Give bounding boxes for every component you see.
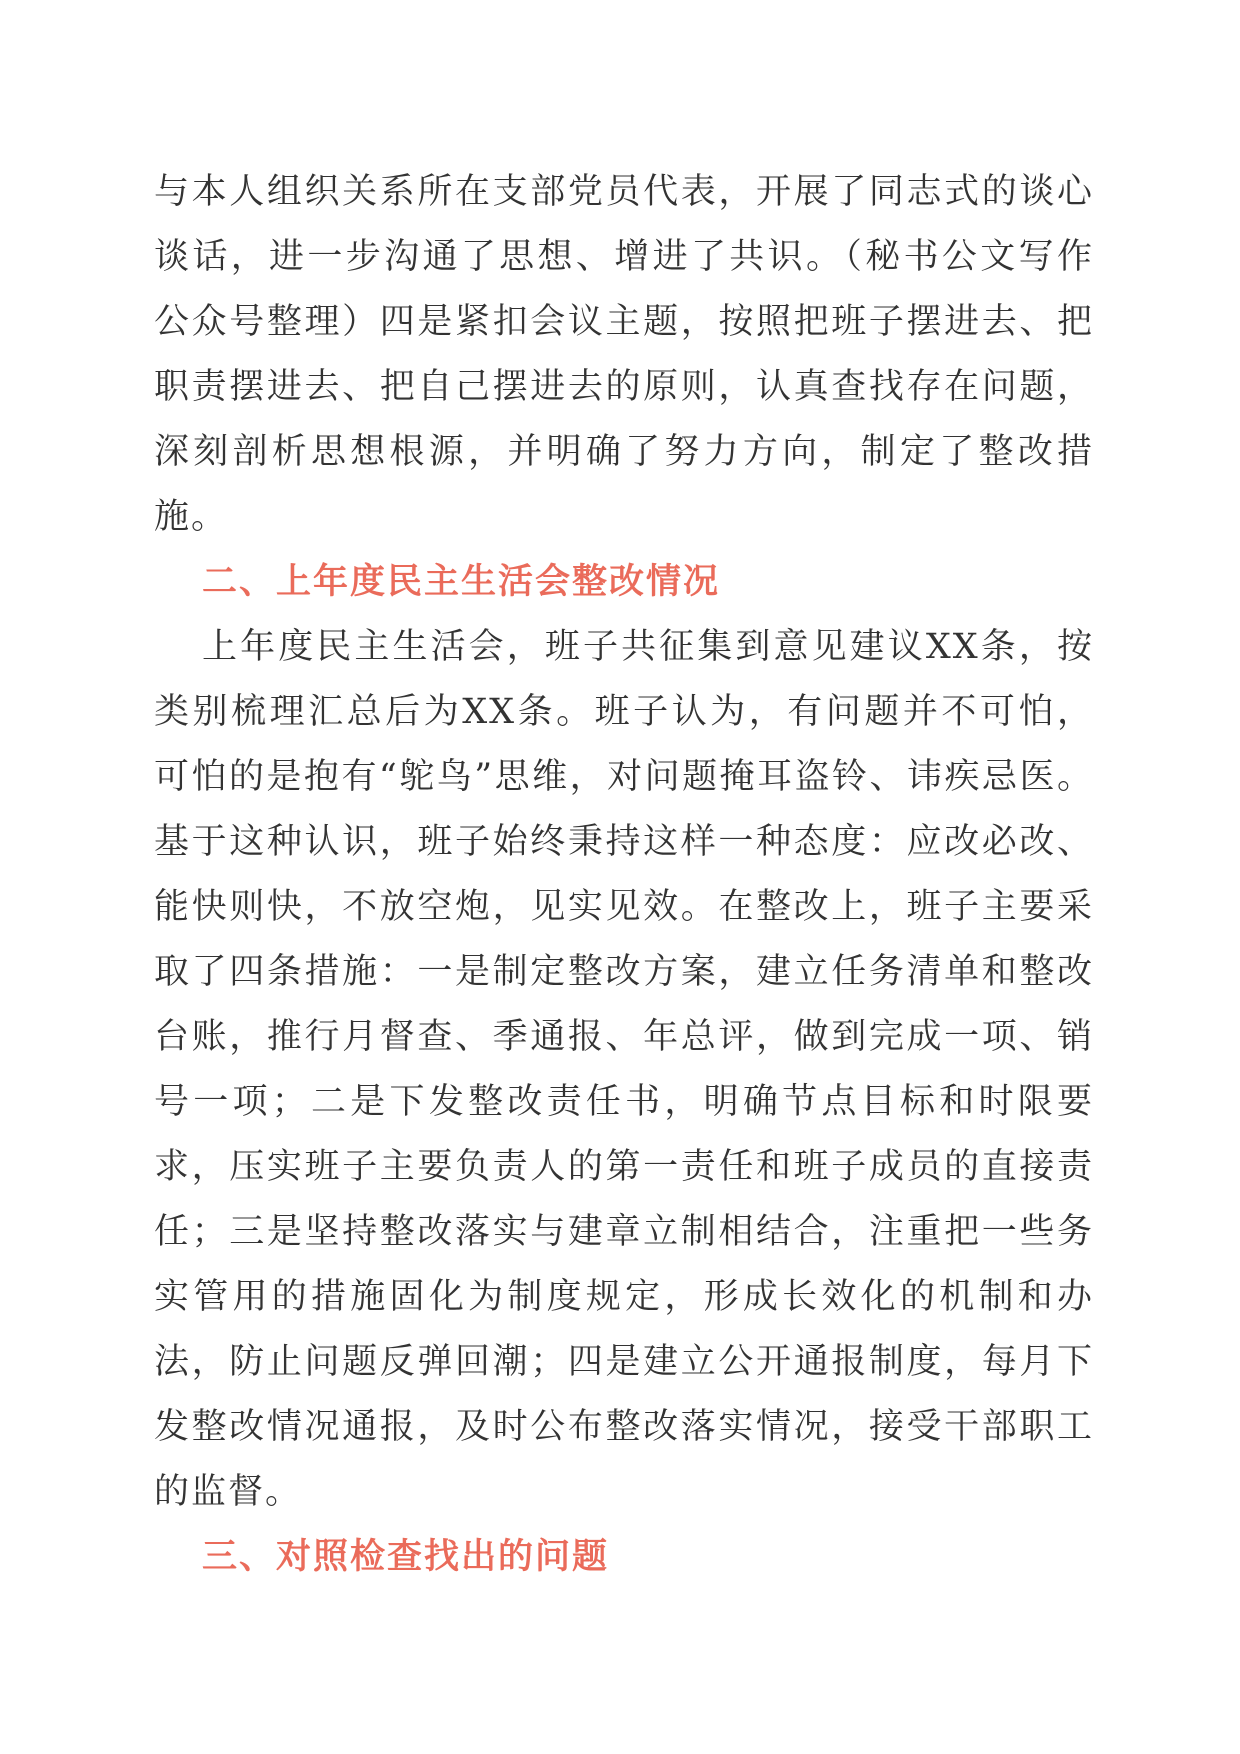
paragraph-section-2: 上年度民主生活会，班子共征集到意见建议XX条，按类别梳理汇总后为XX条。班子认为，有问题并不可怕，可怕的是抱有“鸵鸟”思维，对问题掩耳盗铃、讳疾忌医。基于这种认识，班子始终秉持这样一种态度：应改必改、能快则快，不放空炮，见实见效。在整改上，班子主要采取了四条措施：一是制定整改方案，建立任务清单和整改台账，推行月督查、季通报、年总评，做到完成一项、销号一项；二是下发整改责任书，明确节点目标和时限要求，压实班子主要负责人的第一责任和班子成员的直接责任；三是坚持整改落实与建章立制相结合，注重把一些务实管用的措施固化为制度规定，形成长效化的机制和办法，防止问题反弹回潮；四是建立公开通报制度，每月下发整改情况通报，及时公布整改落实情况，接受干部职工的监督。	[154, 627, 1094, 1512]
document-body	[154, 160, 1094, 1590]
section-heading-2: 二、上年度民主生活会整改情况	[202, 562, 721, 602]
paragraph-intro: 与本人组织关系所在支部党员代表，开展了同志式的谈心谈话，进一步沟通了思想、增进了共识。（秘书公文写作公众号整理）四是紧扣会议主题，按照把班子摆进去、把职责摆进去、把自己摆进去的原则，认真查找存在问题，深刻剖析思想根源，并明确了努力方向，制定了整改措施。	[154, 172, 1094, 537]
section-heading-3: 三、对照检查找出的问题	[202, 1537, 610, 1577]
